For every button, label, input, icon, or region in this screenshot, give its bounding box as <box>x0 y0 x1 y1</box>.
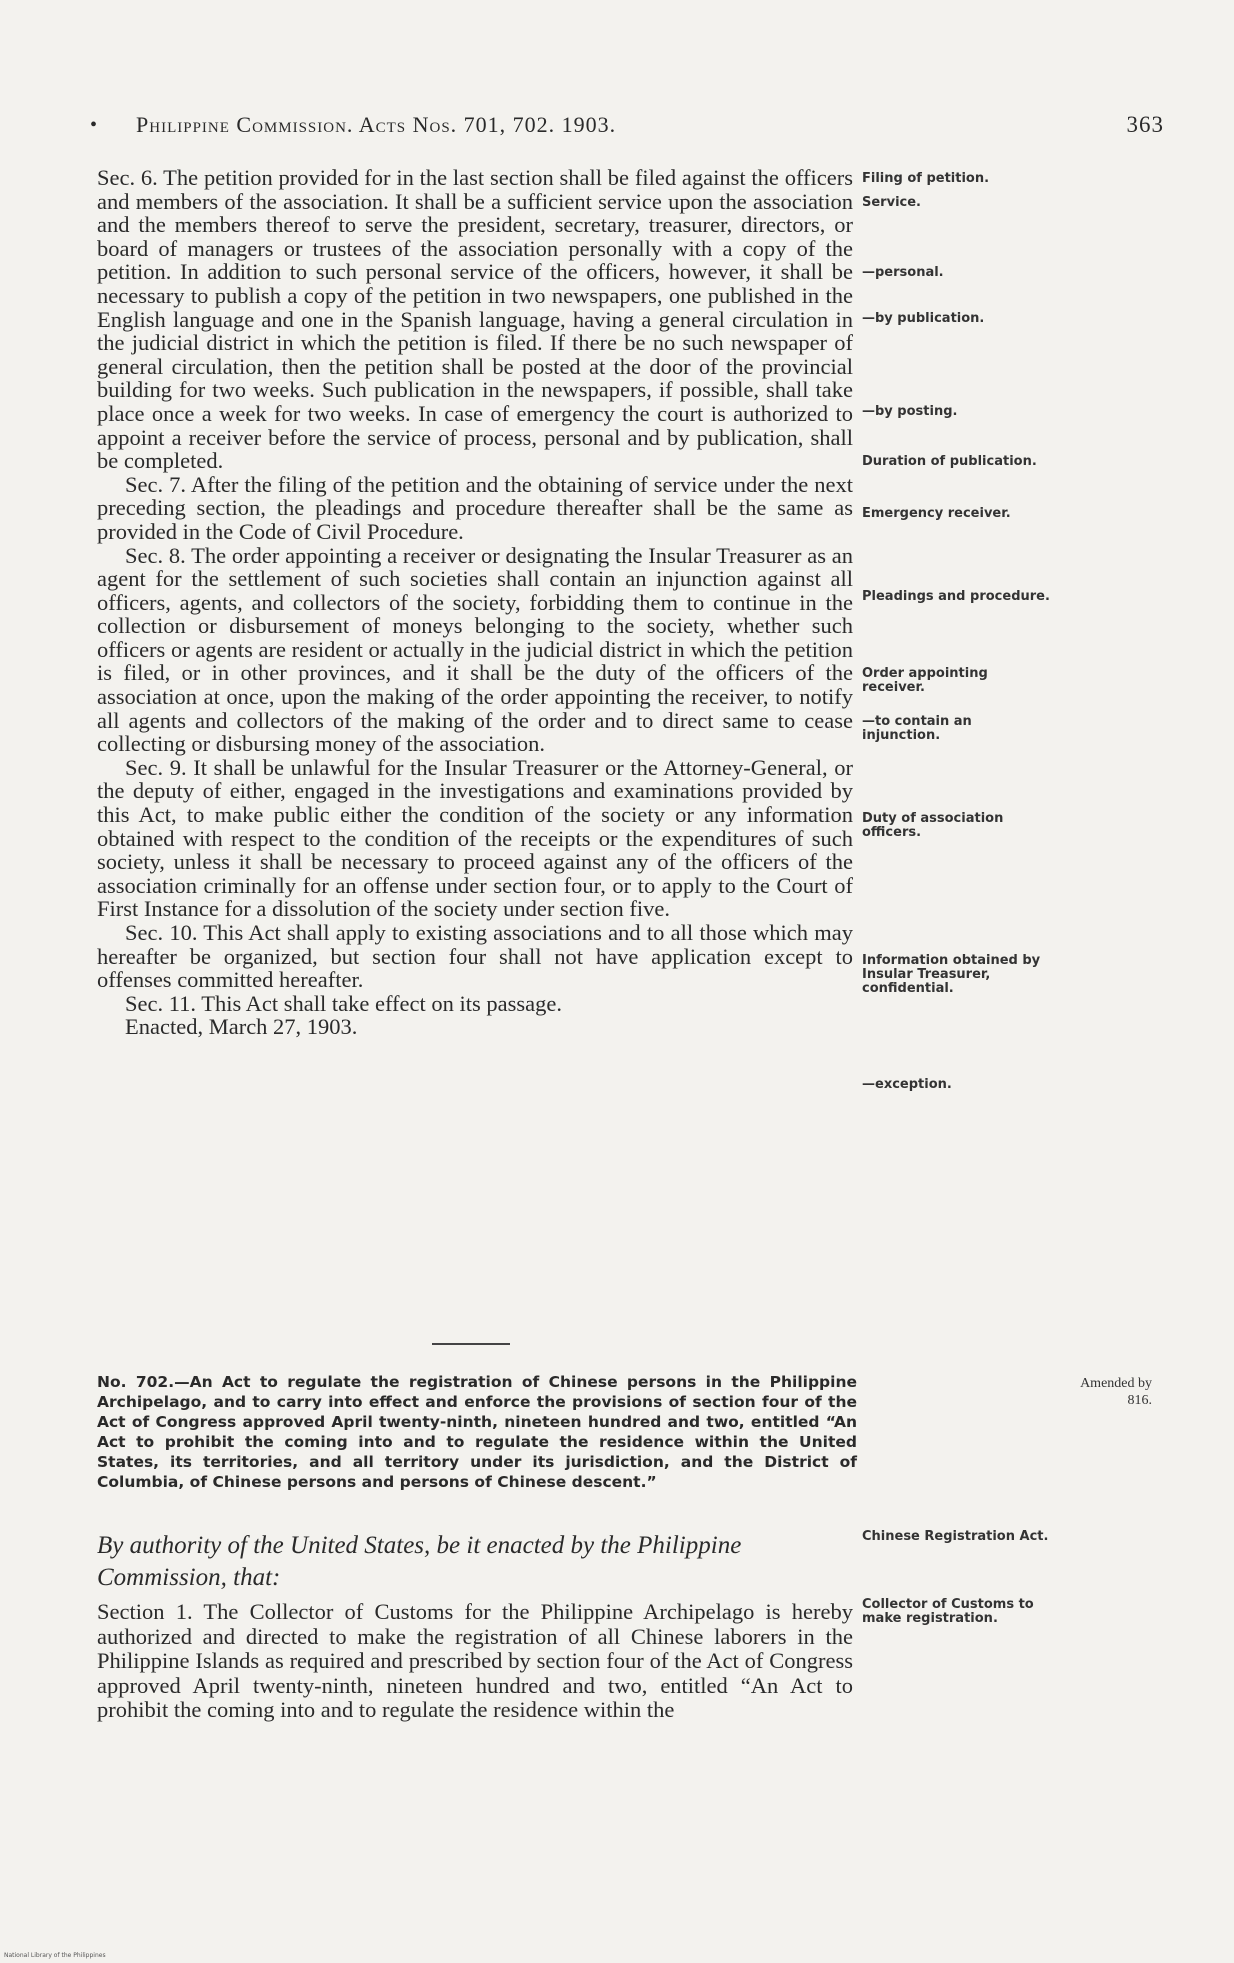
section-11: Sec. 11. This Act shall take effect on its passage. <box>125 990 562 1016</box>
running-header <box>90 112 1164 148</box>
margin-note: —by publication. <box>862 311 985 326</box>
margin-note: Duration of publication. <box>862 454 1037 469</box>
margin-note: Information obtained by Insular Treasurer, confidential. <box>862 953 1041 996</box>
act-701-body <box>97 166 853 1039</box>
margin-note: Pleadings and procedure. <box>862 589 1050 604</box>
running-title: Philippine Commission. Acts Nos. 701, 702. 1903. <box>136 112 617 137</box>
section-6: Sec. 6. The petition provided for in the last section shall be filed against the officers and members of the association. It shall be a sufficient service upon the association and the members thereof to serve the president, secretary, treasurer, directors, or board of managers or trustees of the association personally with a copy of the petition. In addition to such personal service of the officers, however, it shall be necessary to publish a copy of the petition in two newspapers, one published in the English language and one in the Spanish language, having a general circulation in the judicial district in which the petition is filed. If there be no such newspaper of general circulation, then the petition shall be posted at the door of the provincial building for two weeks. Such publication in the newspapers, if possible, shall take place once a week for two weeks. In case of emergency the court is authorized to appoint a receiver before the service of process, personal and by publication, shall be completed. <box>97 165 853 474</box>
act-702-title: No. 702.—An Act to regulate the registration of Chinese persons in the Philippine Archipelago, and to carry into effect and enforce the provisions of section four of the Act of Congress approved April twenty-ninth, nineteen hundred and two, entitled “An Act to prohibit the coming into and to regulate the residence within the United States, its territories, and all territory under its jurisdiction, and the District of Columbia, of Chinese persons and persons of Chinese descent.” <box>97 1373 857 1491</box>
enacting-clause: By authority of the United States, be it enacted by the Philippine Commission, that: <box>97 1532 742 1591</box>
section-7: Sec. 7. After the filing of the petition and the obtaining of service under the next preceding section, the pleadings and procedure thereafter shall be the same as provided in the Code of Civil Procedure. <box>97 471 853 544</box>
margin-note: Collector of Customs to make registration. <box>862 1597 1034 1626</box>
margin-note: —to contain an injunction. <box>862 714 972 743</box>
margin-note: —exception. <box>862 1077 952 1092</box>
enacted-date: Enacted, March 27, 1903. <box>125 1014 358 1040</box>
margin-note: Duty of association officers. <box>862 811 1004 840</box>
section-9: Sec. 9. It shall be unlawful for the Insular Treasurer or the Attorney-General, or the deputy of either, engaged in the investigations and examinations provided by this Act, to make public either the condition of the society or any information obtained with respect to the condition of the receipts or the expenditures of such society, unless it shall be necessary to proceed against any of the officers of the association criminally for an offense under section four, or to apply to the Court of First Instance for a dissolution of the society under section five. <box>97 754 853 922</box>
margin-note: Order appointing receiver. <box>862 666 988 695</box>
library-footer: National Library of the Philippines <box>4 1952 106 1959</box>
margin-note: Chinese Registration Act. <box>862 1529 1049 1544</box>
header-bullet: • <box>90 114 99 136</box>
section-8: Sec. 8. The order appointing a receiver or designating the Insular Treasurer as an agent for the settlement of such societies shall contain an injunction against all officers, agents, and collectors of the society, forbidding them to continue in the collection or disbursement of moneys belonging to the society, whether such officers or agents are resident or actually in the judicial district in which the petition is filed, or in other provinces, and it shall be the duty of the officers of the association at once, upon the making of the order appointing the receiver, to notify all agents and collectors of the making of the order and to direct same to cease collecting or disbursing money of the association. <box>97 542 853 757</box>
amended-note: Amended by 816. <box>1080 1376 1152 1408</box>
section-10: Sec. 10. This Act shall apply to existing associations and to all those which may hereafter be organized, but section four shall not have application except to offenses committed hereafter. <box>97 920 853 993</box>
section-1: Section 1. The Collector of Customs for the Philippine Archipelago is hereby authorized and directed to make the registration of all Chinese laborers in the Philippine Islands as required and prescribed by section four of the Act of Congress approved April twenty-ninth, nineteen hundred and two, entitled “An Act to prohibit the coming into and to regulate the residence within the <box>97 1599 853 1722</box>
margin-note: Service. <box>862 195 921 210</box>
section-divider <box>432 1343 510 1345</box>
margin-note: Filing of petition. <box>862 171 990 186</box>
page-number: 363 <box>1126 112 1164 137</box>
margin-note: Emergency receiver. <box>862 506 1011 521</box>
margin-note: —personal. <box>862 265 944 280</box>
margin-note: —by posting. <box>862 404 958 419</box>
